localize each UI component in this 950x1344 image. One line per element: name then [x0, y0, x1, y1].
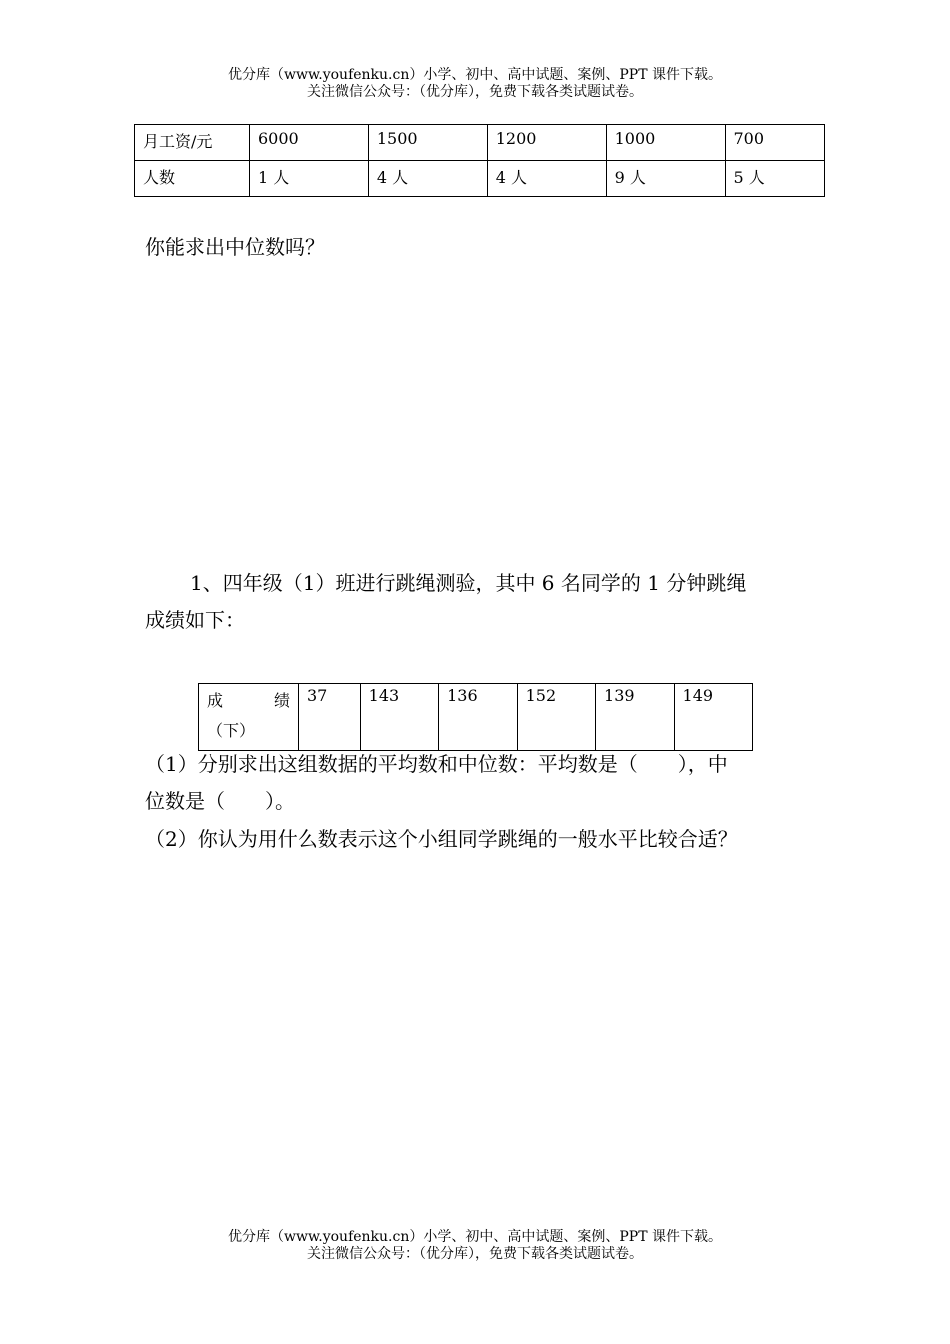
footer-line-1: 优分库（www.youfenku.cn）小学、初中、高中试题、案例、PPT 课件下载。 [227, 1229, 722, 1245]
score-table [198, 683, 753, 751]
table-cell: 37 [299, 684, 361, 751]
table-cell: 1 人 [250, 161, 369, 197]
table-cell: 4 人 [487, 161, 606, 197]
header-line-1: 优分库（www.youfenku.cn）小学、初中、高中试题、案例、PPT 课件下载。 [227, 67, 722, 83]
table-cell: 人数 [135, 161, 250, 197]
footer-line-2: 关注微信公众号：（优分库），免费下载各类试题试卷。 [307, 1246, 643, 1262]
table-cell: 1200 [487, 125, 606, 161]
score-header-cell [199, 684, 299, 751]
page-header [0, 67, 950, 101]
score-header-c: （下） [207, 721, 256, 740]
question-1-line-1: （1）分别求出这组数据的平均数和中位数：平均数是（ ），中 [145, 752, 728, 776]
table-cell: 1500 [368, 125, 487, 161]
table-cell: 700 [725, 125, 825, 161]
table-row [199, 684, 753, 751]
problem-1-intro-line-1: 1、四年级（1）班进行跳绳测验，其中 6 名同学的 1 分钟跳绳 [190, 571, 747, 595]
table-cell: 4 人 [368, 161, 487, 197]
table-cell: 143 [360, 684, 438, 751]
table-cell: 9 人 [606, 161, 725, 197]
table-cell: 6000 [250, 125, 369, 161]
score-header-a: 成 [207, 691, 224, 710]
table-row [135, 161, 825, 197]
table-cell: 139 [596, 684, 674, 751]
table-row [135, 125, 825, 161]
table-cell: 1000 [606, 125, 725, 161]
question-2: （2）你认为用什么数表示这个小组同学跳绳的一般水平比较合适？ [145, 827, 738, 851]
salary-table [134, 124, 825, 197]
page-footer [0, 1229, 950, 1263]
header-line-2: 关注微信公众号：（优分库），免费下载各类试题试卷。 [307, 84, 643, 100]
table-cell: 136 [439, 684, 517, 751]
score-header-b: 绩 [273, 691, 290, 710]
question-median: 你能求出中位数吗？ [145, 235, 325, 259]
question-1-line-2: 位数是（ ）。 [145, 789, 295, 813]
table-cell: 152 [517, 684, 595, 751]
problem-1-intro-line-2: 成绩如下： [145, 608, 245, 632]
table-cell: 5 人 [725, 161, 825, 197]
table-cell: 149 [674, 684, 752, 751]
table-cell: 月工资/元 [135, 125, 250, 161]
